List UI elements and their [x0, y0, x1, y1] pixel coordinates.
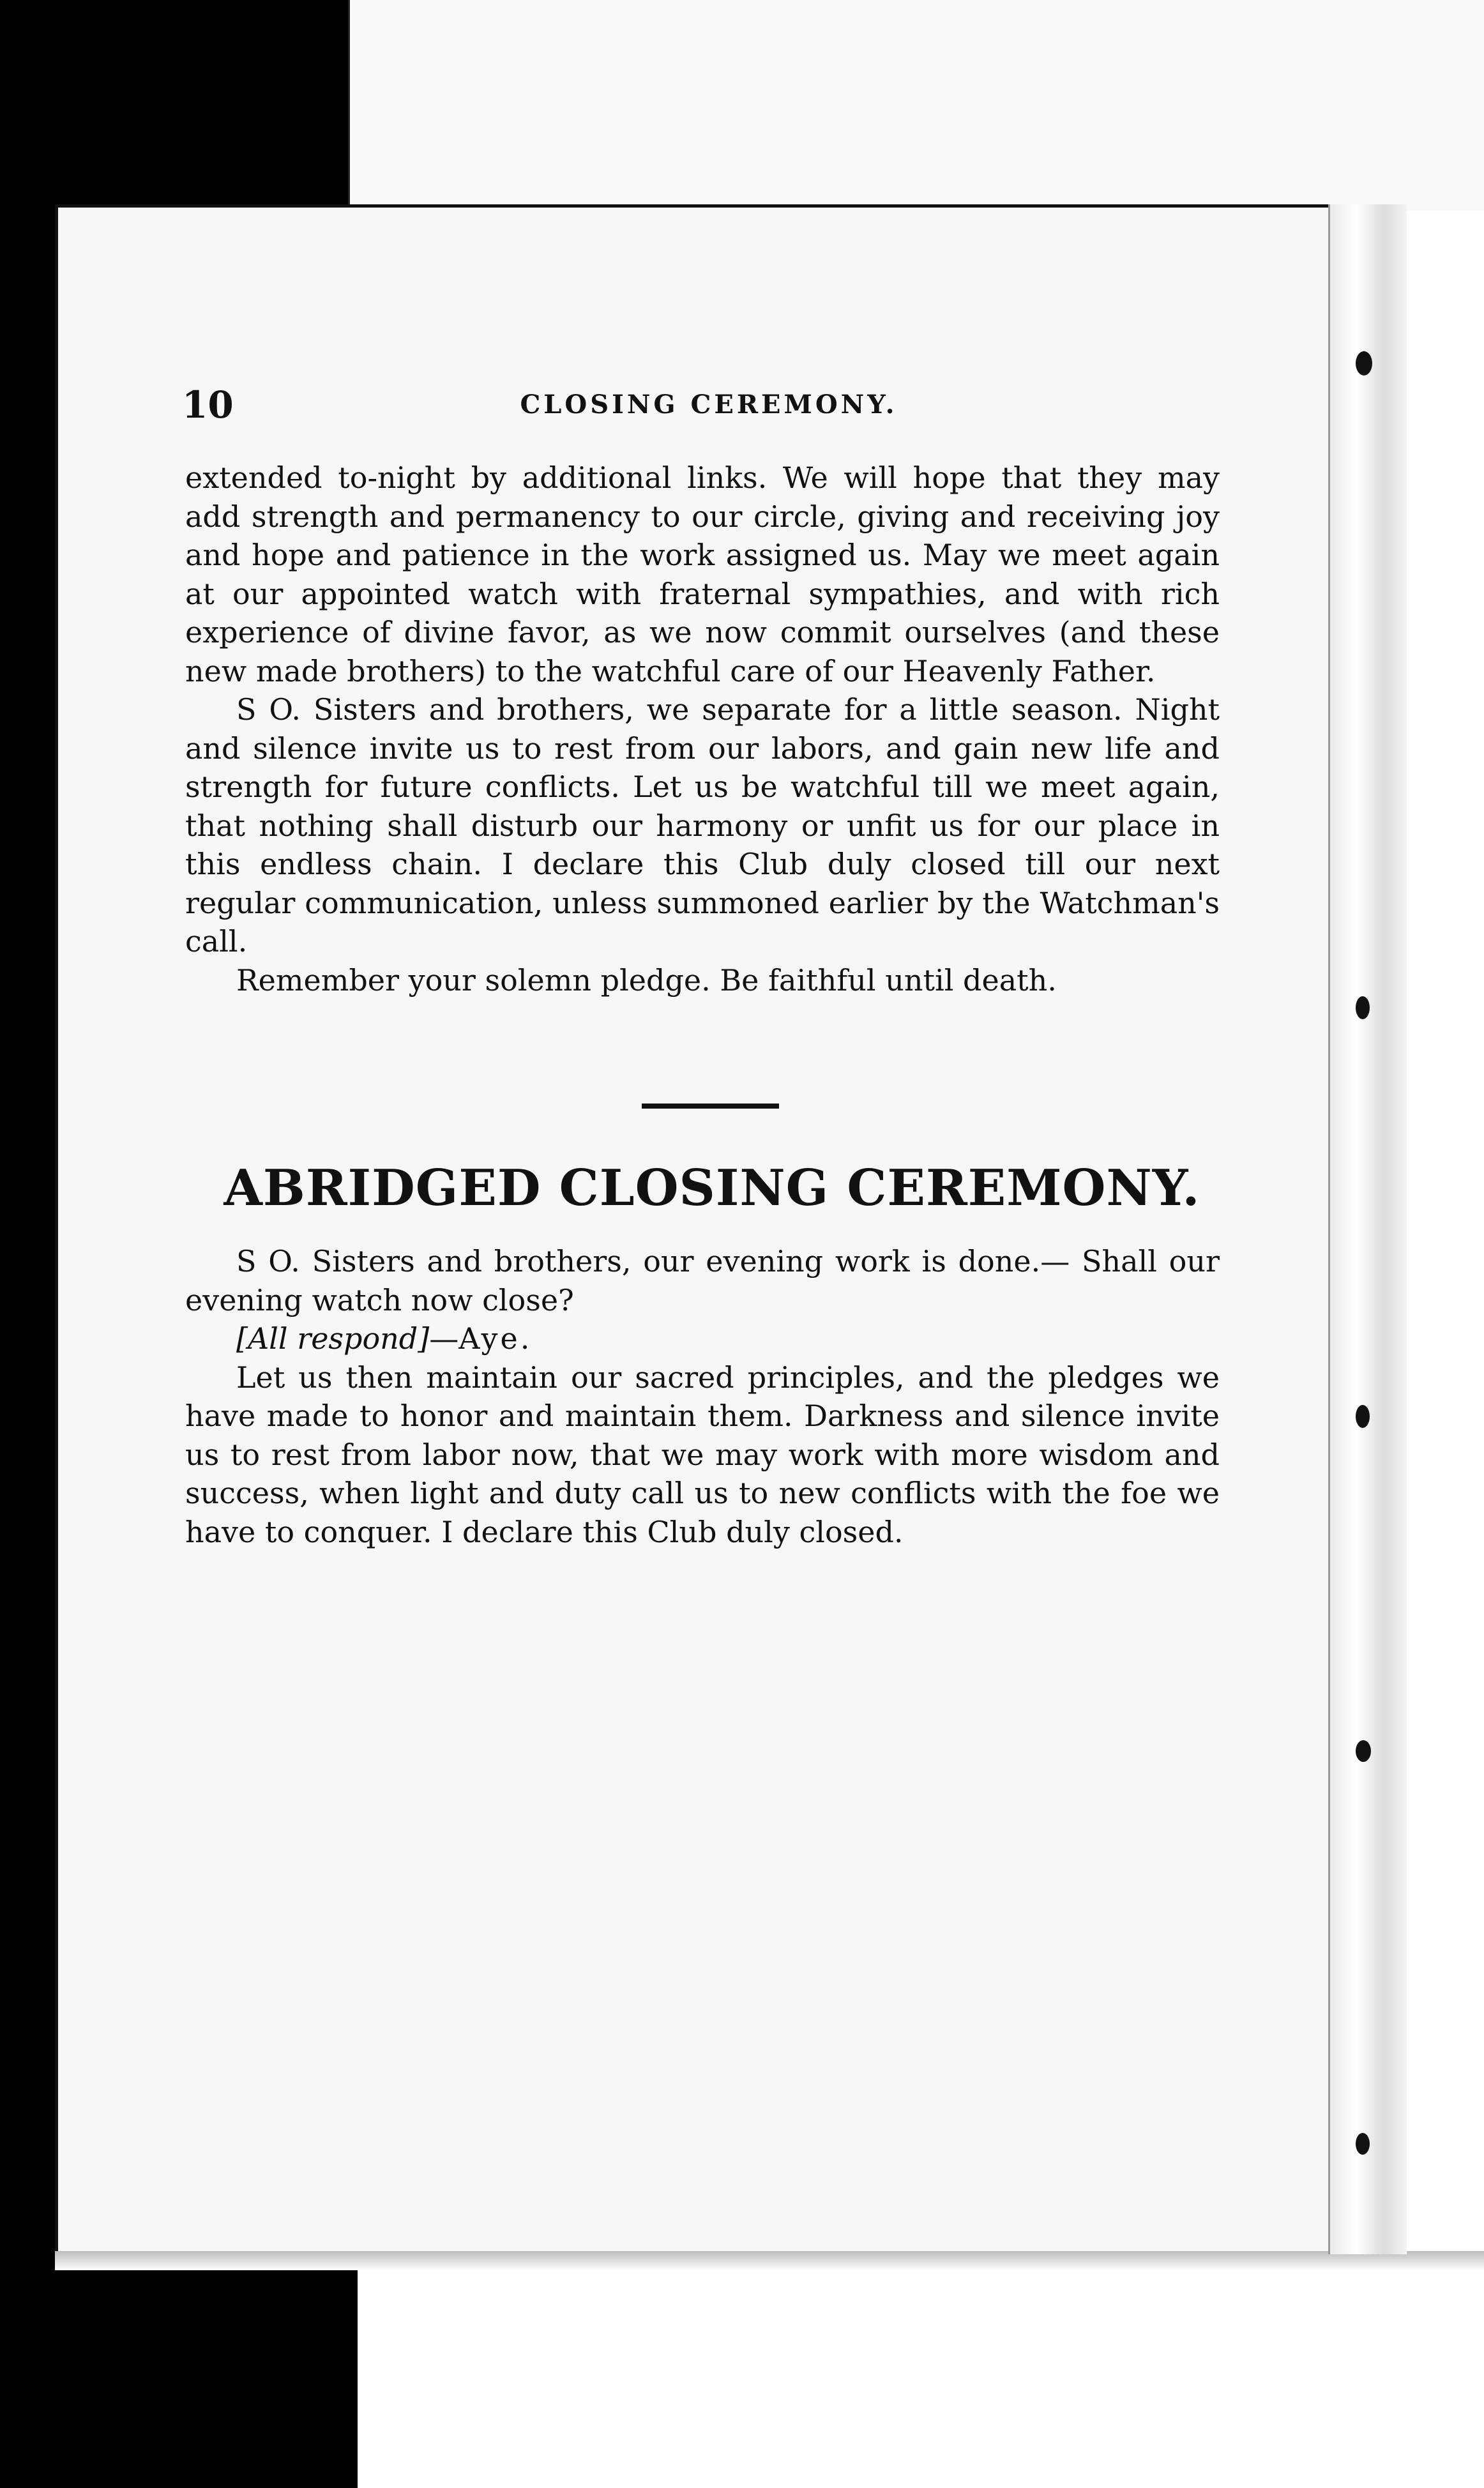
binding-hole: [1356, 351, 1372, 375]
response-line: [185, 1319, 1220, 1358]
section-divider: [642, 1104, 779, 1109]
running-head-title: CLOSING CEREMONY.: [520, 390, 898, 420]
scan-background-left: [0, 0, 57, 2488]
running-head: [182, 383, 1236, 428]
closing-ceremony-text: [185, 459, 1220, 999]
binding-hole: [1356, 2133, 1370, 2155]
previous-page-edge: [348, 0, 1484, 211]
paragraph: S O. Sisters and brothers, our evening work is done.— Shall our evening watch now close?: [185, 1244, 1220, 1317]
binding-hole: [1356, 1405, 1370, 1428]
response-dash: —: [429, 1321, 459, 1356]
paragraph: extended to-night by additional links. We will hope that they may add strength and permanency to our circle, giving and receiving joy and hope and patience in the work assigned us. May we meet again at our appointed watch with fraternal sympathies, and with rich experience of divine favor, as we now commit ourselves (and these new made brothers) to the watchful care of our Heavenly Father.: [185, 460, 1220, 688]
paragraph: Let us then maintain our sacred principles, and the pledges we have made to honor and maintain them. Darkness and silence invite us to rest from labor now, that we may work with more wisdom and success, when light and duty call us to new conflicts with the foe we have to conquer. I declare this Club duly closed.: [185, 1360, 1220, 1549]
scan-background-bottom: [0, 2248, 358, 2488]
book-spine: [1328, 204, 1407, 2254]
section-heading: ABRIDGED CLOSING CEREMONY.: [223, 1159, 1200, 1217]
paragraph: S O. Sisters and brothers, we separate for a little season. Night and silence invite us to rest from our labors, and gain new life and strength for future conflicts. Let us be watchful till we meet again, that nothing shall disturb our harmony or unfit us for our place in this endless chain. I declare this Club duly closed till our next regular communication, unless summoned earlier by the Watchman's call.: [185, 692, 1220, 959]
binding-hole: [1356, 1740, 1371, 1762]
abridged-ceremony-text: [185, 1242, 1220, 1551]
stage-direction: [All respond]: [236, 1321, 430, 1356]
binding-hole: [1356, 996, 1370, 1019]
page-number: 10: [182, 383, 234, 427]
paragraph: Remember your solemn pledge. Be faithful until death.: [236, 962, 1057, 997]
response-word: Aye.: [458, 1321, 533, 1356]
scan-background-top: [0, 0, 358, 211]
page-bottom-shadow: [55, 2251, 1484, 2270]
